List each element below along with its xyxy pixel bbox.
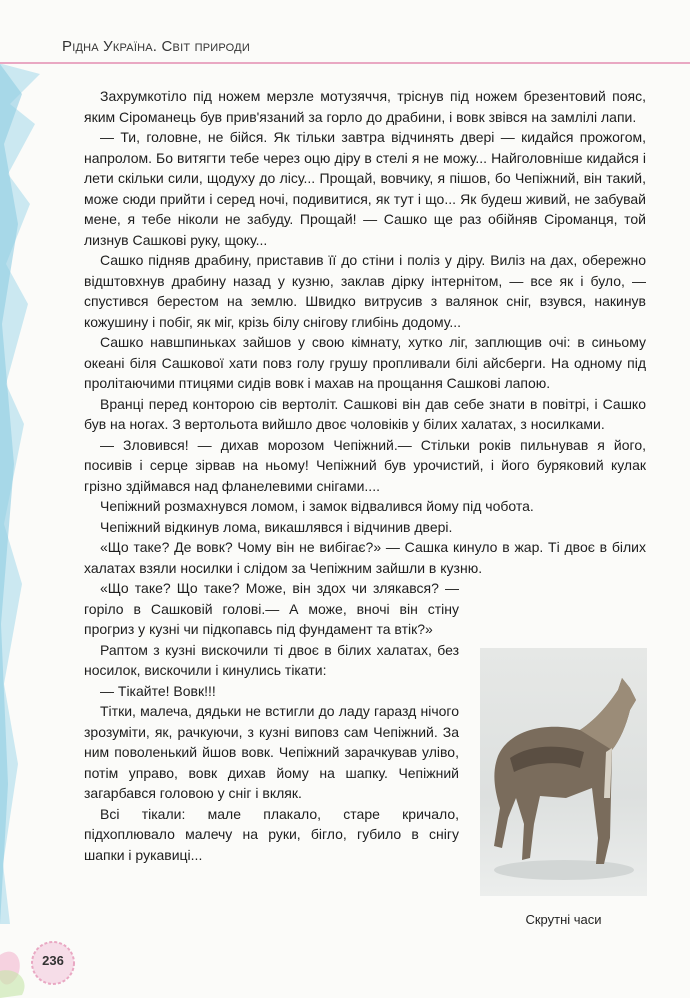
- paragraph: Всі тікали: мале плакало, старе кричало, підхоплювало малечу на руки, бігло, губило в снігу шапки і рукавиці...: [84, 805, 459, 863]
- paragraph: Сашко навшпиньках зайшов у свою кімнату, хутко ліг, заплющив очі: в синьому океані біля Сашкової хати повз голу грушу пропливали білі айсберги. На одному під пролітаючими птицями сидів вовк і махав на прощання Сашкові лапою.: [84, 334, 646, 391]
- paragraph: «Що таке? Що таке? Може, він здох чи злякався? — горіло в Сашковій голові.— А може, вночі він стіну прогриз у кузні чи підкопавсь під фундамент та втік?»: [84, 580, 459, 637]
- paragraph: Чепіжний розмахнувся ломом, і замок відвалився йому під чобота.: [100, 498, 534, 514]
- paragraph: Сашко підняв драбину, приставив її до стіни і поліз у діру. Виліз на дах, обережно відштовхнув драбину назад у кузню, заклав дірку інтернітом, — все як і було, — спустився берестом на землю. Швидко витрусив з валянок сніг, взувся, накинув кожушину і побіг, як міг, крізь білу снігову глибінь додому...: [84, 252, 646, 330]
- paragraph: — Тікайте! Вовк!!!: [100, 682, 216, 699]
- paragraph: — Ти, головне, не бійся. Як тільки завтра відчинять двері — кидайся прожогом, напролом. Бо витягти тебе через оцю діру в стелі я не можу... Найголовніше кидайся і лети скільки сили, щодуху до лісу... Прощай, вовчику, я пішов, бо Чепіжний, він такий, може сюди прийти і серед ночі, подивитися, як тут і що... Як будеш живий, не забувай мене, я тебе ніколи не забуду. Прощай! — Сашко ще раз обійняв Сіроманця, той лизнув Сашкові руку, щоку...: [84, 129, 646, 248]
- paragraph: — Зловився! — дихав морозом Чепіжний.— Стільки років пильнував я його, посивів і серце зірвав на ньому! Чепіжний був урочистий, і його буряковий кулак грізно здіймався над фланелевими снігами....: [84, 436, 646, 494]
- page-number: 236: [42, 953, 64, 968]
- running-header: Рідна Україна. Світ природи: [62, 38, 250, 55]
- paragraph: Раптом з кузні вискочили ті двоє в білих халатах, без носилок, вискочили і кинулись тікати:: [84, 641, 459, 678]
- header-rule: [0, 62, 690, 64]
- paragraph: Захрумкотіло під ножем мерзле мотузяччя, тріснув під ножем брезентовий пояс, яким Сіроманець був прив'язаний за горло до драбини, і вовк звівся на замлілі лапи.: [84, 88, 646, 125]
- wolf-photo: [480, 648, 647, 896]
- paragraph: Вранці перед конторою сів вертоліт. Сашкові він дав себе знати в повітрі, і Сашко був на ногах. З вертольота вийшло двоє чоловіків у білих халатах, з носилками.: [84, 395, 646, 432]
- paragraph: Чепіжний відкинув лома, викашлявся і відчинив двері.: [100, 518, 453, 535]
- paragraph: «Що таке? Де вовк? Чому він не вибігає?» — Сашка кинуло в жар. Ті двоє в білих халатах взяли носилки і слідом за Чепіжним зайшли в кузню.: [84, 539, 646, 576]
- left-decoration: [0, 64, 70, 924]
- figure-caption: Скрутні часи: [525, 912, 602, 927]
- wolf-icon: [480, 648, 647, 896]
- narrow-column: [84, 578, 459, 865]
- paragraph: Тітки, малеча, дядьки не встигли до ладу гаразд нічого зрозуміти, як, рачкуючи, з кузні виповз сам Чепіжний. За ним поволенький йшов вовк. Чепіжний зарачкував уліво, потім управо, вовк дихав йому на шапку. Чепіжний загарбався головою у сніг і вкляк.: [84, 703, 459, 801]
